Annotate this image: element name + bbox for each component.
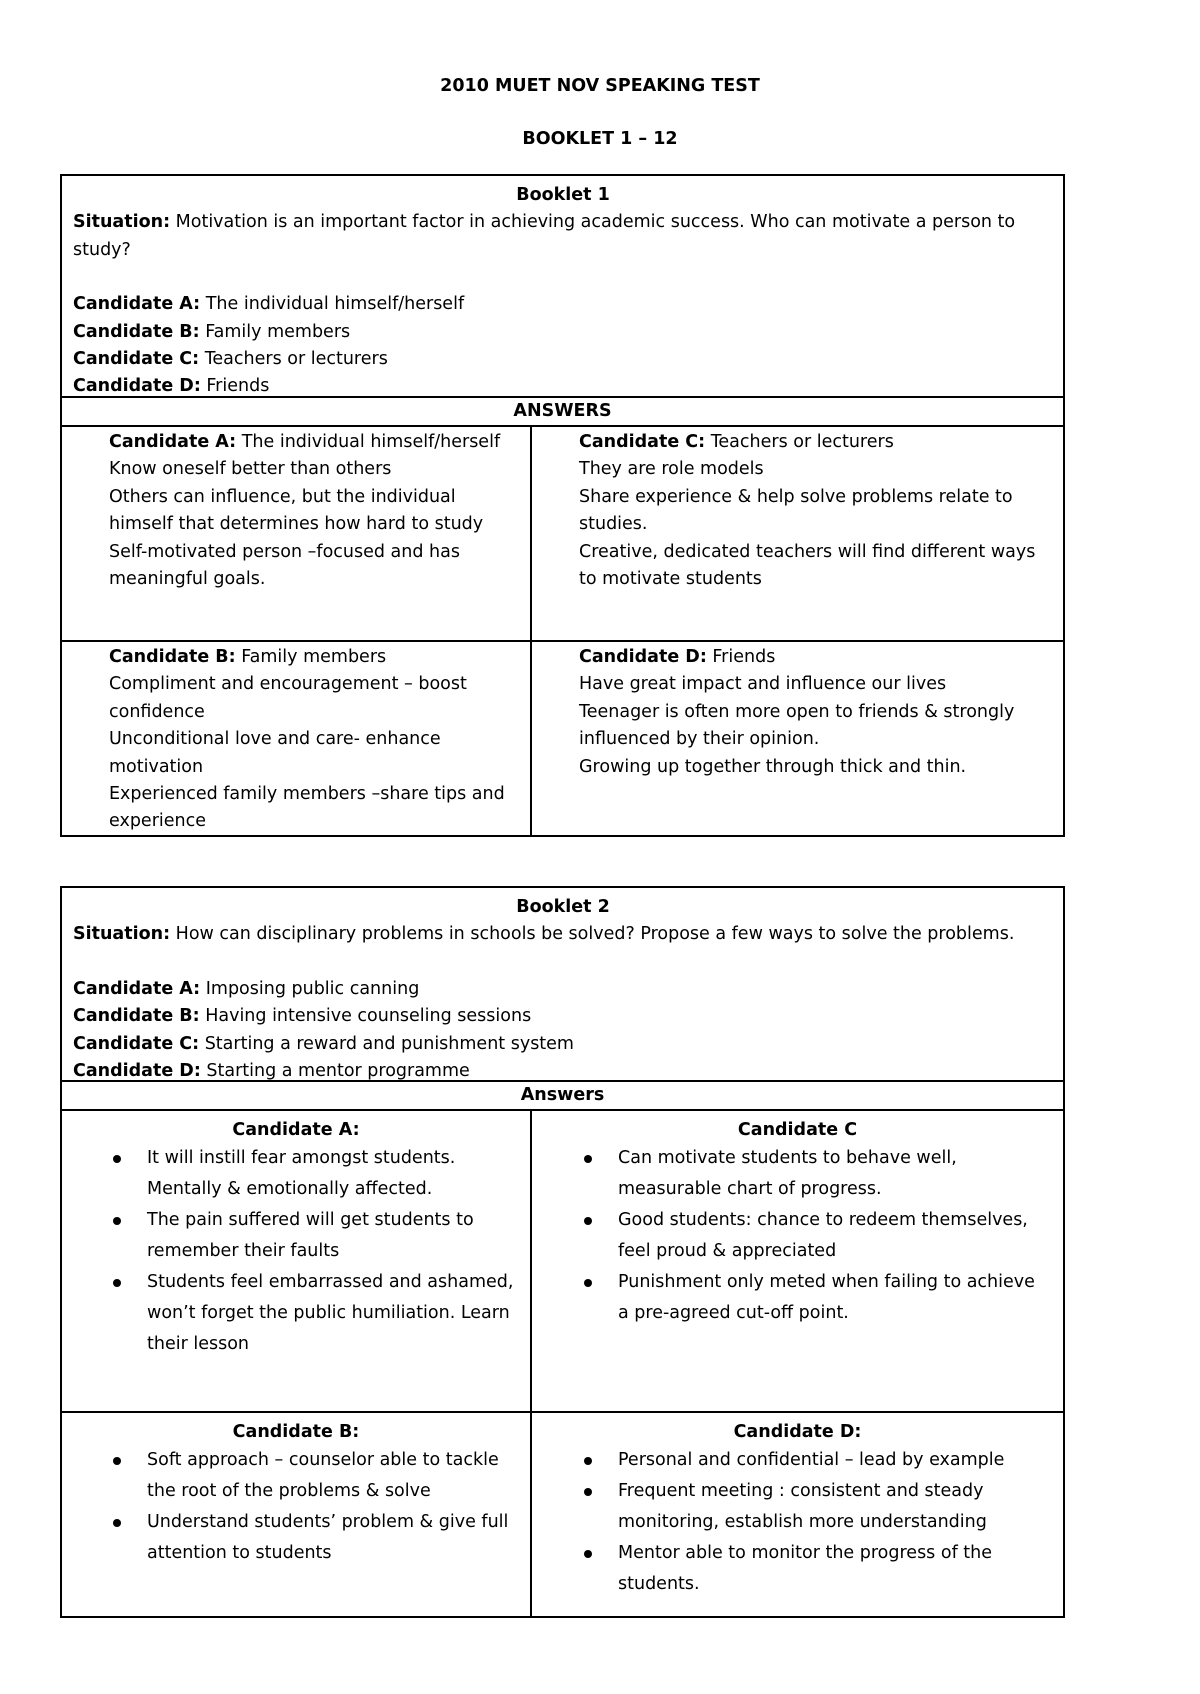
answer-line: Know oneself better than others — [109, 459, 392, 480]
bullet-icon — [584, 1457, 592, 1465]
candidate-choice: Teachers or lecturers — [705, 432, 894, 452]
candidate-text: Friends — [200, 376, 270, 397]
booklet-2-situation — [73, 921, 1053, 948]
document-title: 2010 MUET NOV SPEAKING TEST — [440, 76, 760, 96]
list-item-text: Understand students’ problem & give full attention to students — [147, 1512, 509, 1563]
candidate-label: Candidate A: — [109, 432, 237, 452]
answer-cell-d — [532, 642, 1063, 835]
list-item-text: Punishment only meted when failing to achieve a pre-agreed cut-off point. — [618, 1272, 1035, 1323]
bullet-icon — [584, 1279, 592, 1287]
booklet-1-heading: Booklet 1 — [516, 185, 610, 205]
answer-cell-c — [532, 427, 1063, 642]
situation-label: Situation: — [73, 924, 171, 945]
list-item — [618, 1205, 1049, 1267]
candidate-label: Candidate B: — [73, 321, 200, 342]
answer-title — [579, 644, 1049, 671]
answer-line: Teenager is often more open to friends & strongly influenced by their opinion. — [579, 701, 1015, 750]
bullet-icon — [113, 1279, 121, 1287]
answer-cell-a — [62, 427, 532, 642]
answer-title: Candidate A: — [232, 1120, 360, 1140]
booklet-2-answers-header: Answers — [62, 1082, 1063, 1111]
list-item — [618, 1476, 1049, 1538]
list-item-text: Good students: chance to redeem themselves, feel proud & appreciated — [618, 1210, 1028, 1261]
list-item-text: Frequent meeting : consistent and steady monitoring, establish more understanding — [618, 1481, 987, 1532]
candidate-label: Candidate B: — [109, 647, 236, 667]
list-item — [618, 1445, 1049, 1476]
booklet-2-heading: Booklet 2 — [516, 897, 610, 917]
answer-line: Unconditional love and care- enhance motivation — [109, 729, 441, 777]
candidate-text: Family members — [199, 321, 351, 342]
list-item-text: Personal and confidential – lead by example — [618, 1450, 1005, 1470]
candidate-text: Starting a mentor programme — [200, 1061, 470, 1082]
booklet-1-answers-grid — [62, 427, 1063, 835]
answer-title — [579, 429, 1049, 456]
candidate-text: Teachers or lecturers — [199, 349, 388, 370]
booklet-1-situation-cell — [62, 176, 1063, 398]
situation-text: Motivation is an important factor in achieving academic success. Who can motivate a person to study? — [73, 212, 1016, 260]
bullet-icon — [584, 1155, 592, 1163]
answer-title: Candidate B: — [232, 1422, 360, 1442]
answer-bullet-list — [62, 1143, 530, 1360]
answer-bullet-list — [532, 1445, 1063, 1600]
answer-title: Candidate C — [737, 1120, 858, 1140]
answer-cell-b — [62, 642, 532, 835]
list-item-text: Mentor able to monitor the progress of the students. — [618, 1543, 993, 1594]
candidate-label: Candidate C: — [579, 432, 706, 452]
answer-line: Compliment and encouragement – boost confidence — [109, 674, 467, 722]
candidate-text: The individual himself/herself — [200, 294, 465, 315]
answer-line: Growing up together through thick and thin. — [579, 756, 967, 777]
answer-bullet-list — [532, 1143, 1063, 1329]
candidate-line-b — [73, 319, 1053, 346]
booklet-2-table — [60, 886, 1065, 1618]
candidate-label: Candidate D: — [73, 376, 201, 397]
candidate-label: Candidate A: — [73, 978, 201, 999]
candidate-line-d — [73, 373, 1053, 400]
bullet-icon — [113, 1519, 121, 1527]
answer-cell-d — [532, 1413, 1063, 1616]
booklet-1-situation — [73, 209, 1053, 264]
answer-line: They are role models — [579, 459, 764, 480]
list-item — [147, 1267, 520, 1360]
list-item — [147, 1143, 520, 1205]
list-item — [147, 1507, 520, 1569]
answer-cell-a — [62, 1111, 532, 1413]
candidate-label: Candidate C: — [73, 1033, 200, 1054]
candidate-line-b — [73, 1003, 1053, 1030]
booklet-2-answers-grid — [62, 1111, 1063, 1616]
booklet-2-situation-cell — [62, 888, 1063, 1082]
bullet-icon — [584, 1488, 592, 1496]
list-item — [618, 1267, 1049, 1329]
bullet-icon — [584, 1217, 592, 1225]
list-item — [618, 1538, 1049, 1600]
answer-line: Share experience & help solve problems relate to studies. — [579, 486, 1013, 535]
answer-title: Candidate D: — [733, 1422, 862, 1442]
list-item — [618, 1143, 1049, 1205]
candidate-text: Starting a reward and punishment system — [199, 1033, 574, 1054]
candidate-line-a — [73, 291, 1053, 318]
candidate-choice: Family members — [235, 647, 387, 667]
bullet-icon — [113, 1217, 121, 1225]
bullet-icon — [113, 1457, 121, 1465]
list-item-text: The pain suffered will get students to remember their faults — [147, 1210, 474, 1261]
candidate-label: Candidate D: — [73, 1061, 201, 1082]
list-item-text: Students feel embarrassed and ashamed, won’t forget the public humiliation. Learn their lesson — [147, 1272, 514, 1354]
answer-title — [109, 429, 520, 456]
answer-line: Experienced family members –share tips and experience — [109, 784, 505, 832]
list-item-text: Can motivate students to behave well, measurable chart of progress. — [618, 1148, 957, 1199]
answer-title — [109, 644, 520, 671]
candidate-line-a — [73, 976, 1053, 1003]
booklet-1-table — [60, 174, 1065, 837]
situation-label: Situation: — [73, 212, 171, 233]
candidate-label: Candidate B: — [73, 1006, 200, 1027]
bullet-icon — [113, 1155, 121, 1163]
candidate-text: Having intensive counseling sessions — [199, 1006, 532, 1027]
answer-line: Have great impact and influence our lives — [579, 674, 947, 695]
bullet-icon — [584, 1550, 592, 1558]
document-subtitle: BOOKLET 1 – 12 — [522, 129, 678, 149]
list-item-text: It will instill fear amongst students. Mentally & emotionally affected. — [147, 1148, 456, 1199]
answer-line: Creative, dedicated teachers will find different ways to motivate students — [579, 541, 1036, 590]
answer-line: Others can influence, but the individual himself that determines how hard to study — [109, 486, 484, 535]
candidate-label: Candidate D: — [579, 647, 707, 667]
candidate-choice: Friends — [706, 647, 776, 667]
list-item — [147, 1205, 520, 1267]
booklet-1-answers-header: ANSWERS — [62, 398, 1063, 427]
candidate-text: Imposing public canning — [200, 978, 420, 999]
list-item — [147, 1445, 520, 1507]
list-item-text: Soft approach – counselor able to tackle the root of the problems & solve — [147, 1450, 499, 1501]
answer-bullet-list — [62, 1445, 530, 1569]
candidate-choice: The individual himself/herself — [236, 432, 501, 452]
answer-line: Self-motivated person –focused and has meaningful goals. — [109, 541, 460, 590]
candidate-line-c — [73, 346, 1053, 373]
candidate-label: Candidate A: — [73, 294, 201, 315]
candidate-line-c — [73, 1031, 1053, 1058]
answer-cell-c — [532, 1111, 1063, 1413]
candidate-label: Candidate C: — [73, 349, 200, 370]
answer-cell-b — [62, 1413, 532, 1616]
situation-text: How can disciplinary problems in schools be solved? Propose a few ways to solve the problems. — [170, 924, 1015, 945]
